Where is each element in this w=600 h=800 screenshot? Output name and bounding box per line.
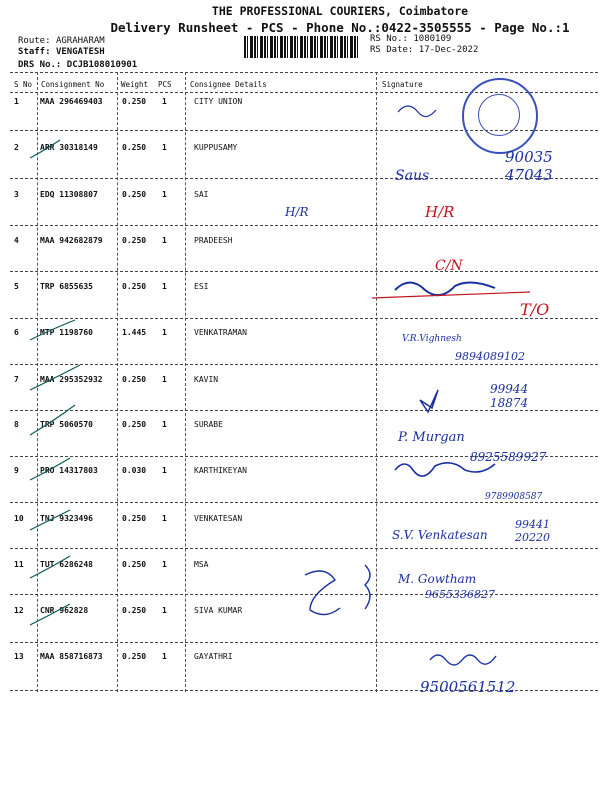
signature-scribble [395, 463, 495, 476]
row-pcs: 1 [162, 143, 167, 152]
tick-mark [30, 405, 75, 435]
row-pcs: 1 [162, 97, 167, 106]
row-consignment: TRP 6855635 [40, 282, 93, 291]
tick-mark [30, 604, 70, 625]
row-sno: 5 [14, 282, 19, 291]
handwritten-phone: 90035 47043 [505, 148, 553, 184]
row-sno: 7 [14, 375, 19, 384]
row-consignee: CITY UNION [194, 97, 243, 106]
row-sno: 12 [14, 606, 24, 615]
row-consignee: GAYATHRI [194, 652, 233, 661]
handwritten-signature: S.V. Venkatesan [392, 528, 488, 542]
rs-date-label: RS Date: [370, 45, 414, 55]
route-value: AGRAHARAM [55, 36, 105, 46]
row-pcs: 1 [162, 652, 167, 661]
row-weight: 0.250 [122, 282, 147, 291]
row-consignee: VENKATESAN [194, 514, 243, 523]
signature-scribble [420, 390, 438, 412]
row-pcs: 1 [162, 236, 167, 245]
row-weight: 0.250 [122, 190, 147, 199]
row-consignee: KAVIN [194, 375, 219, 384]
tick-mark [30, 140, 60, 158]
row-consignment: ARR 30318149 [40, 143, 98, 152]
handwritten-note: T/O [520, 300, 550, 319]
row-pcs: 1 [162, 282, 167, 291]
row-consignment: PRO 14317803 [40, 466, 98, 475]
row-weight: 0.250 [122, 560, 147, 569]
staff-label: Staff: [18, 47, 51, 57]
row-weight: 0.250 [122, 514, 147, 523]
row-sno: 8 [14, 420, 19, 429]
row-weight: 0.250 [122, 420, 147, 429]
row-sno: 2 [14, 143, 19, 152]
row-consignment: MAA 296469403 [40, 97, 103, 106]
col-header-pcs: PCS [158, 80, 172, 89]
signature-scribble [395, 282, 495, 295]
row-consignment: MAA 942682879 [40, 236, 103, 245]
col-header-consignment: Consignment No [41, 80, 105, 89]
row-consignee: SURABE [194, 420, 223, 429]
handwritten-signature: V.R.Vighnesh [402, 334, 462, 344]
row-consignment: TRP 5060570 [40, 420, 93, 429]
tick-mark [30, 458, 70, 480]
staff-value: VENGATESH [55, 47, 105, 57]
row-sno: 11 [14, 560, 24, 569]
row-consignee: SAI [194, 190, 209, 199]
handwritten-phone: 8925589927 [470, 450, 547, 464]
row-consignment: MAA 858716873 [40, 652, 103, 661]
row-sno: 10 [14, 514, 24, 523]
row-consignment: CNR 962828 [40, 606, 89, 615]
handwritten-phone: 9655336827 [425, 588, 495, 601]
row-pcs: 1 [162, 514, 167, 523]
row-weight: 0.030 [122, 466, 147, 475]
row-sno: 9 [14, 466, 19, 475]
row-weight: 0.250 [122, 606, 147, 615]
handwritten-signature: Saus [395, 168, 430, 184]
rs-no-value: 1080109 [413, 34, 452, 44]
signature-scribble [365, 565, 370, 609]
row-consignee: MSA [194, 560, 209, 569]
handwritten-note: H/R [425, 203, 455, 221]
row-pcs: 1 [162, 466, 167, 475]
handwritten-phone: 9789908587 [485, 492, 543, 502]
col-header-weight: Weight [121, 80, 149, 89]
row-weight: 0.250 [122, 97, 147, 106]
row-consignee: SIVA KUMAR [194, 606, 243, 615]
rs-no-label: RS No.: [370, 34, 408, 44]
rs-date-value: 17-Dec-2022 [418, 45, 479, 55]
col-header-signature: Signature [382, 80, 423, 89]
row-pcs: 1 [162, 560, 167, 569]
row-consignment: MTP 1198760 [40, 328, 93, 337]
row-sno: 13 [14, 652, 24, 661]
row-weight: 0.250 [122, 375, 147, 384]
row-sno: 4 [14, 236, 19, 245]
tick-mark [30, 510, 70, 530]
tick-mark [30, 556, 70, 578]
handwritten-note: C/N [435, 258, 463, 274]
handwritten-phone: 9894089102 [455, 350, 525, 363]
row-weight: 0.250 [122, 652, 147, 661]
tick-mark [30, 365, 80, 390]
col-header-sno: S No [14, 80, 33, 89]
row-consignee: ESI [194, 282, 209, 291]
row-consignee: VENKATRAMAN [194, 328, 247, 337]
col-header-consignee: Consignee Details [190, 80, 267, 89]
row-pcs: 1 [162, 375, 167, 384]
row-consignment: TUT 6286248 [40, 560, 93, 569]
row-sno: 1 [14, 97, 19, 106]
drs-value: DCJB108010901 [66, 60, 138, 70]
strike-line [372, 292, 530, 298]
signature-scribble [430, 655, 496, 665]
drs-label: DRS No.: [18, 60, 62, 70]
signature-scribble [305, 571, 340, 615]
row-consignee: PRADEESH [194, 236, 233, 245]
row-consignee: KUPPUSAMY [194, 143, 238, 152]
route-label: Route: [18, 36, 51, 46]
row-consignment: TNJ 9323496 [40, 514, 93, 523]
tick-mark [30, 320, 75, 340]
handwritten-phone: 9500561512 [420, 678, 516, 696]
row-weight: 0.250 [122, 236, 147, 245]
row-sno: 3 [14, 190, 19, 199]
company-title: THE PROFESSIONAL COURIERS, Coimbatore [211, 4, 469, 18]
handwritten-signature: M. Gowtham [398, 572, 477, 586]
row-sno: 6 [14, 328, 19, 337]
row-pcs: 1 [162, 328, 167, 337]
row-consignment: EDQ 11308807 [40, 190, 98, 199]
row-pcs: 1 [162, 190, 167, 199]
handwritten-note: H/R [285, 205, 309, 219]
row-weight: 0.250 [122, 143, 147, 152]
row-pcs: 1 [162, 420, 167, 429]
handwritten-signature: P. Murgan [398, 430, 465, 445]
handwritten-phone: 99944 18874 [490, 382, 529, 410]
signature-scribble [398, 106, 436, 117]
row-pcs: 1 [162, 606, 167, 615]
runsheet-subtitle: Delivery Runsheet - PCS - Phone No.:0422-3505555 - Page No.:1 [110, 20, 570, 35]
handwritten-phone: 99441 20220 [515, 518, 550, 544]
row-consignment: MAA 295352932 [40, 375, 103, 384]
row-weight: 1.445 [122, 328, 147, 337]
row-consignee: KARTHIKEYAN [194, 466, 247, 475]
